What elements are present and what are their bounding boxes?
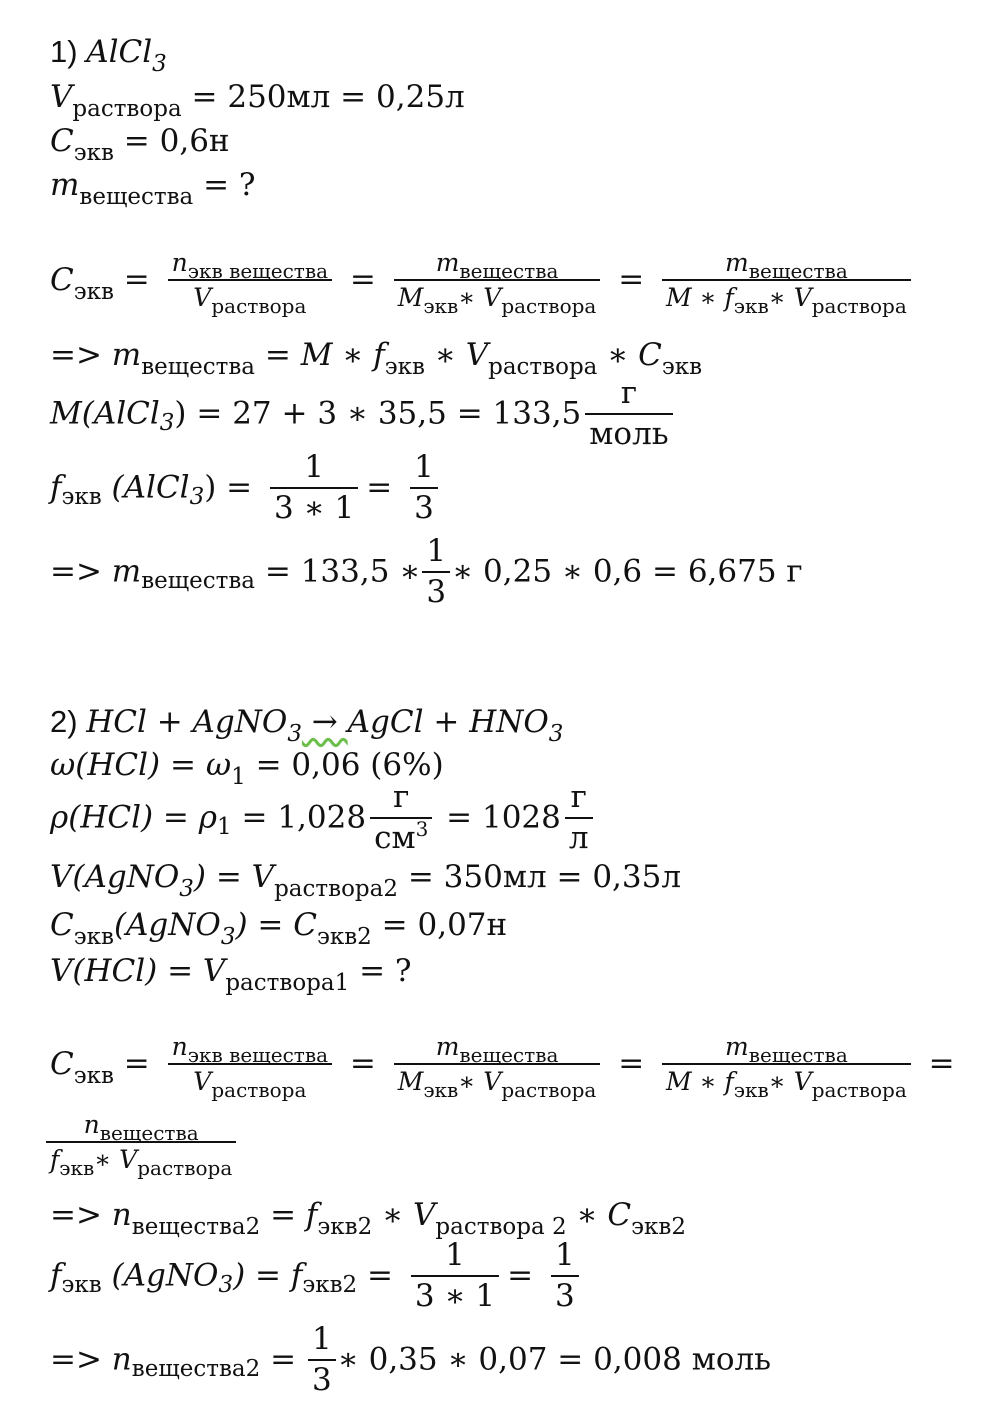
p1-mass-formula: => $m_{вещества} = M$ ∗ $f_{экв}$ ∗ $V_{раствора}$ ∗ $C_{экв}$ (50, 337, 703, 380)
p2-equivalence-factor: $f_{экв}$ (AgNO$_3$) = $f_{экв2}$ = $\frac{1}{3 ∗ 1}$ = $\frac{1}{3}$ (50, 1240, 587, 1312)
p2-concentration-agno3: $C_{экв}(AgNO_3) = C_{экв2} = 0,07н$ (50, 907, 508, 950)
p2-density: $\rho(HCl) = \rho_1 = 1,028$ $\frac{г}{см^3}$ = 1028 $\frac{г}{л}$ (50, 782, 597, 854)
p1-concentration: $C_{экв} = 0,6н$ (50, 123, 230, 166)
fraction: $\frac{n_{экв вещества}}{V_{раствора}}$ (168, 250, 332, 310)
p1-result: => $m_{вещества} = 133,5$ ∗ $\frac{1}{3}$ ∗ 0,25 ∗ 0,6 = 6,675 г (50, 533, 803, 610)
p2-formula-cont: $\frac{n_{вещества}}{f_{экв}∗ V_{раствора}}$ (46, 1112, 236, 1172)
p1-mass-unknown: $m_{вещества}$ = ? (50, 167, 256, 210)
fraction: $\frac{m_{вещества}}{M_{экв}∗ V_{раствора}}$ (394, 250, 601, 310)
p1-formula: $C_{экв}$ = $\frac{n_{экв вещества}}{V_{раствора}}$ = $\frac{m_{вещества}}{M_{экв}∗ V_{раствора}}$ = $\frac{m_{вещества}}{M ∗ f_{экв}∗ V_{раствора}}$ (50, 250, 919, 310)
p1-volume: $V_{раствора} = 250мл = 0,25л$ (50, 79, 465, 122)
p2-formula: $C_{экв}$ = $\frac{n_{экв вещества}}{V_{раствора}}$ = $\frac{m_{вещества}}{M_{экв}∗ V_{раствора}}$ = $\frac{m_{вещества}}{M ∗ f_{экв}∗ V_{раствора}}$ = (50, 1032, 955, 1102)
p2-reaction: 2) HCl + AgNO$_3$ → AgCl + $HNO_3$ (50, 704, 564, 747)
p2-volume-agno3: V(AgNO$_3$) = $V_{раствора2} = 350мл = 0,35л$ (50, 859, 682, 902)
p2-mass-fraction: $\omega(HCl) = \omega_1 = 0,06$ (6%) (50, 747, 444, 790)
p1-molar-mass: M(AlCl$_3$) = 27 + 3 ∗ 35,5 = 133,5 $\frac{г}{\text{моль}}$ (50, 378, 681, 450)
p1-equivalence-factor: $f_{экв}$ (AlCl$_3$) = $\frac{1}{3 ∗ 1}$ = $\frac{1}{3}$ (50, 452, 446, 524)
p2-result: => $n_{вещества2}$ = $\frac{1}{3}$ ∗ 0,35 ∗ 0,07 = 0,008 моль (50, 1321, 772, 1398)
p2-volume-unknown: $V(HCl) = V_{раствора1}$ = ? (50, 953, 412, 996)
p1-title: 1) AlCl$_3$ (50, 34, 167, 77)
fraction: $\frac{m_{вещества}}{M ∗ f_{экв}∗ V_{раствора}}$ (662, 250, 911, 310)
p2-moles-formula: => $n_{вещества2} = f_{экв2}$ ∗ $V_{раствора 2}$ ∗ $C_{экв2}$ (50, 1197, 686, 1240)
